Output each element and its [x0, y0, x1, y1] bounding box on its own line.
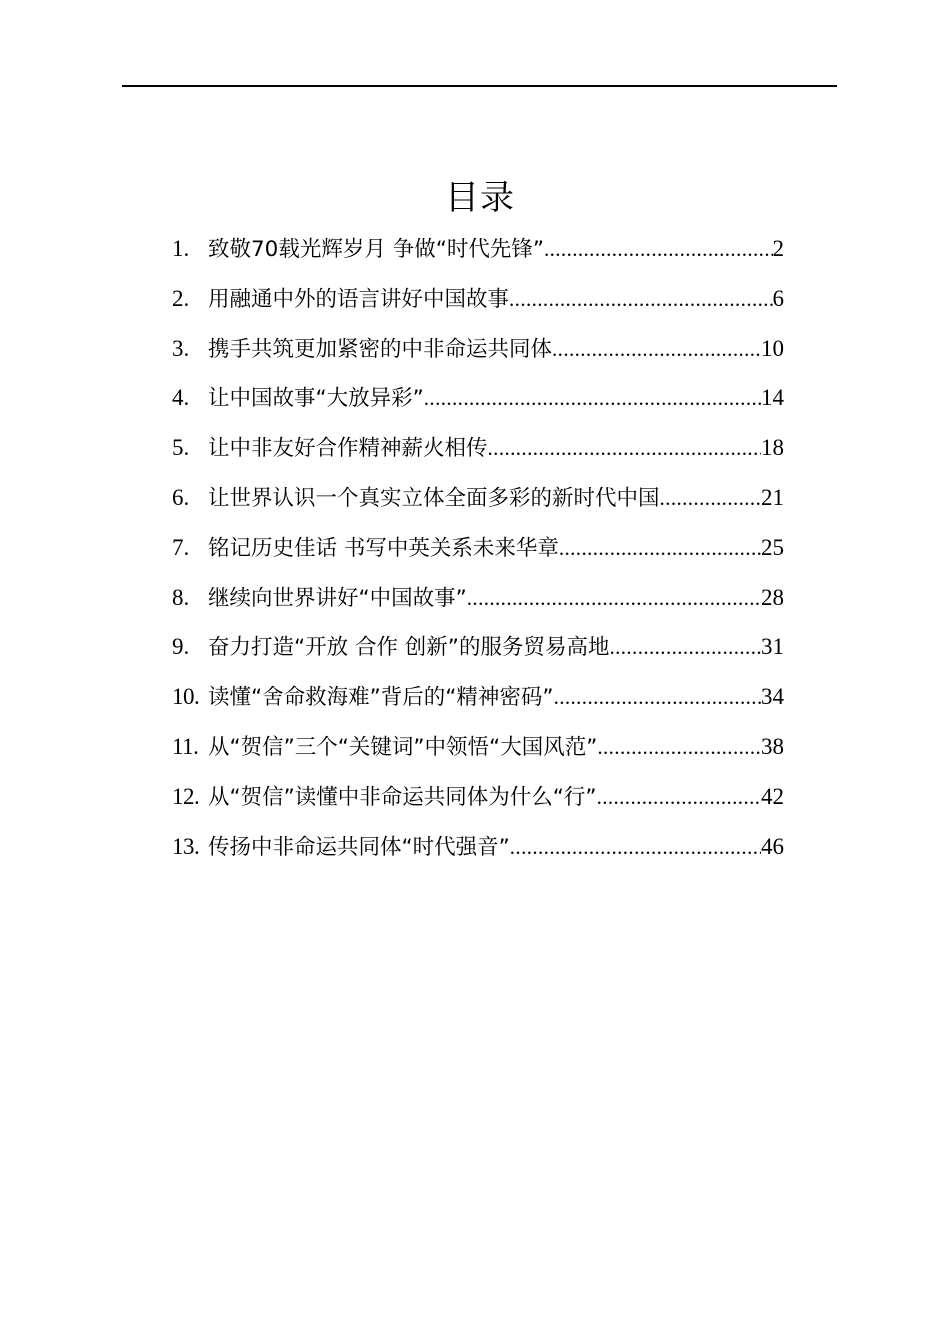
toc-list: [172, 226, 784, 873]
toc-entry-page[interactable]: 6: [772, 285, 784, 311]
toc-entry-number: 2.: [172, 285, 190, 311]
toc-entry-title[interactable]: 让世界认识一个真实立体全面多彩的新时代中国: [208, 485, 660, 511]
toc-entry-title[interactable]: 用融通中外的语言讲好中国故事: [208, 286, 510, 312]
toc-entry-number: 10.: [172, 684, 200, 710]
toc-entry-number: 11.: [172, 733, 199, 759]
toc-entry-page[interactable]: 34: [761, 684, 784, 710]
toc-entry-page[interactable]: 21: [761, 484, 784, 510]
toc-entry-title[interactable]: 致敬70载光辉岁月 争做“时代先锋”: [208, 237, 544, 262]
toc-entry-number: 7.: [172, 534, 190, 560]
toc-dot-leader: [544, 226, 773, 272]
toc-entry-10[interactable]: [172, 674, 784, 724]
toc-dot-leader: [488, 425, 761, 471]
toc-entry-1[interactable]: [172, 226, 784, 276]
toc-entry-page[interactable]: 28: [761, 584, 784, 610]
toc-entry-number: 12.: [172, 783, 200, 809]
toc-entry-number: 3.: [172, 335, 190, 361]
toc-dot-leader: [559, 525, 761, 571]
toc-entry-title[interactable]: 奋力打造“开放 合作 创新”的服务贸易高地: [208, 635, 610, 661]
toc-entry-number: 6.: [172, 484, 190, 510]
toc-entry-number: 8.: [172, 584, 190, 610]
toc-dot-leader: [509, 276, 772, 322]
toc-entry-page[interactable]: 31: [761, 634, 784, 660]
toc-entry-title[interactable]: 携手共筑更加紧密的中非命运共同体: [208, 336, 553, 362]
toc-entry-title[interactable]: 从“贺信”三个“关键词”中领悟“大国风范”: [208, 734, 598, 760]
toc-entry-page[interactable]: 42: [761, 783, 784, 809]
toc-dot-leader: [660, 475, 761, 521]
toc-entry-number: 13.: [172, 833, 200, 859]
toc-entry-title[interactable]: 传扬中非命运共同体“时代强音”: [208, 834, 510, 860]
toc-dot-leader: [554, 674, 761, 720]
toc-entry-title[interactable]: 从“贺信”读懂中非命运共同体为什么“行”: [208, 784, 597, 810]
toc-entry-title[interactable]: 读懂“舍命救海难”背后的“精神密码”: [208, 685, 554, 711]
toc-entry-page[interactable]: 18: [761, 435, 784, 461]
toc-entry-4[interactable]: [172, 375, 784, 425]
toc-entry-13[interactable]: [172, 824, 784, 874]
toc-entry-page[interactable]: 2: [772, 236, 784, 261]
toc-entry-number: 4.: [172, 385, 190, 411]
toc-dot-leader: [597, 724, 761, 770]
toc-entry-7[interactable]: [172, 525, 784, 575]
toc-entry-5[interactable]: [172, 425, 784, 475]
toc-entry-page[interactable]: 14: [761, 385, 784, 411]
toc-entry-8[interactable]: [172, 575, 784, 625]
toc-entry-2[interactable]: [172, 276, 784, 326]
toc-entry-title[interactable]: 铭记历史佳话 书写中英关系未来华章: [208, 535, 559, 561]
toc-dot-leader: [609, 624, 761, 670]
toc-entry-title[interactable]: 继续向世界讲好“中国故事”: [208, 585, 467, 611]
toc-title: 目录: [445, 178, 515, 218]
toc-dot-leader: [424, 375, 761, 421]
toc-entry-9[interactable]: [172, 624, 784, 674]
toc-entry-11[interactable]: [172, 724, 784, 774]
toc-entry-page[interactable]: 38: [761, 733, 784, 759]
toc-entry-title[interactable]: 让中非友好合作精神薪火相传: [208, 436, 488, 462]
toc-entry-6[interactable]: [172, 475, 784, 525]
toc-entry-3[interactable]: [172, 326, 784, 376]
toc-entry-12[interactable]: [172, 774, 784, 824]
toc-entry-number: 1.: [172, 236, 190, 261]
toc-entry-number: 9.: [172, 634, 190, 660]
header-rule: [122, 85, 837, 87]
toc-dot-leader: [510, 824, 761, 870]
toc-dot-leader: [467, 575, 761, 621]
toc-entry-page[interactable]: 10: [761, 335, 784, 361]
toc-entry-page[interactable]: 46: [761, 833, 784, 859]
toc-entry-title[interactable]: 让中国故事“大放异彩”: [208, 386, 424, 412]
toc-entry-page[interactable]: 25: [761, 534, 784, 560]
toc-dot-leader: [552, 326, 761, 372]
toc-dot-leader: [597, 774, 761, 820]
toc-entry-number: 5.: [172, 435, 190, 461]
